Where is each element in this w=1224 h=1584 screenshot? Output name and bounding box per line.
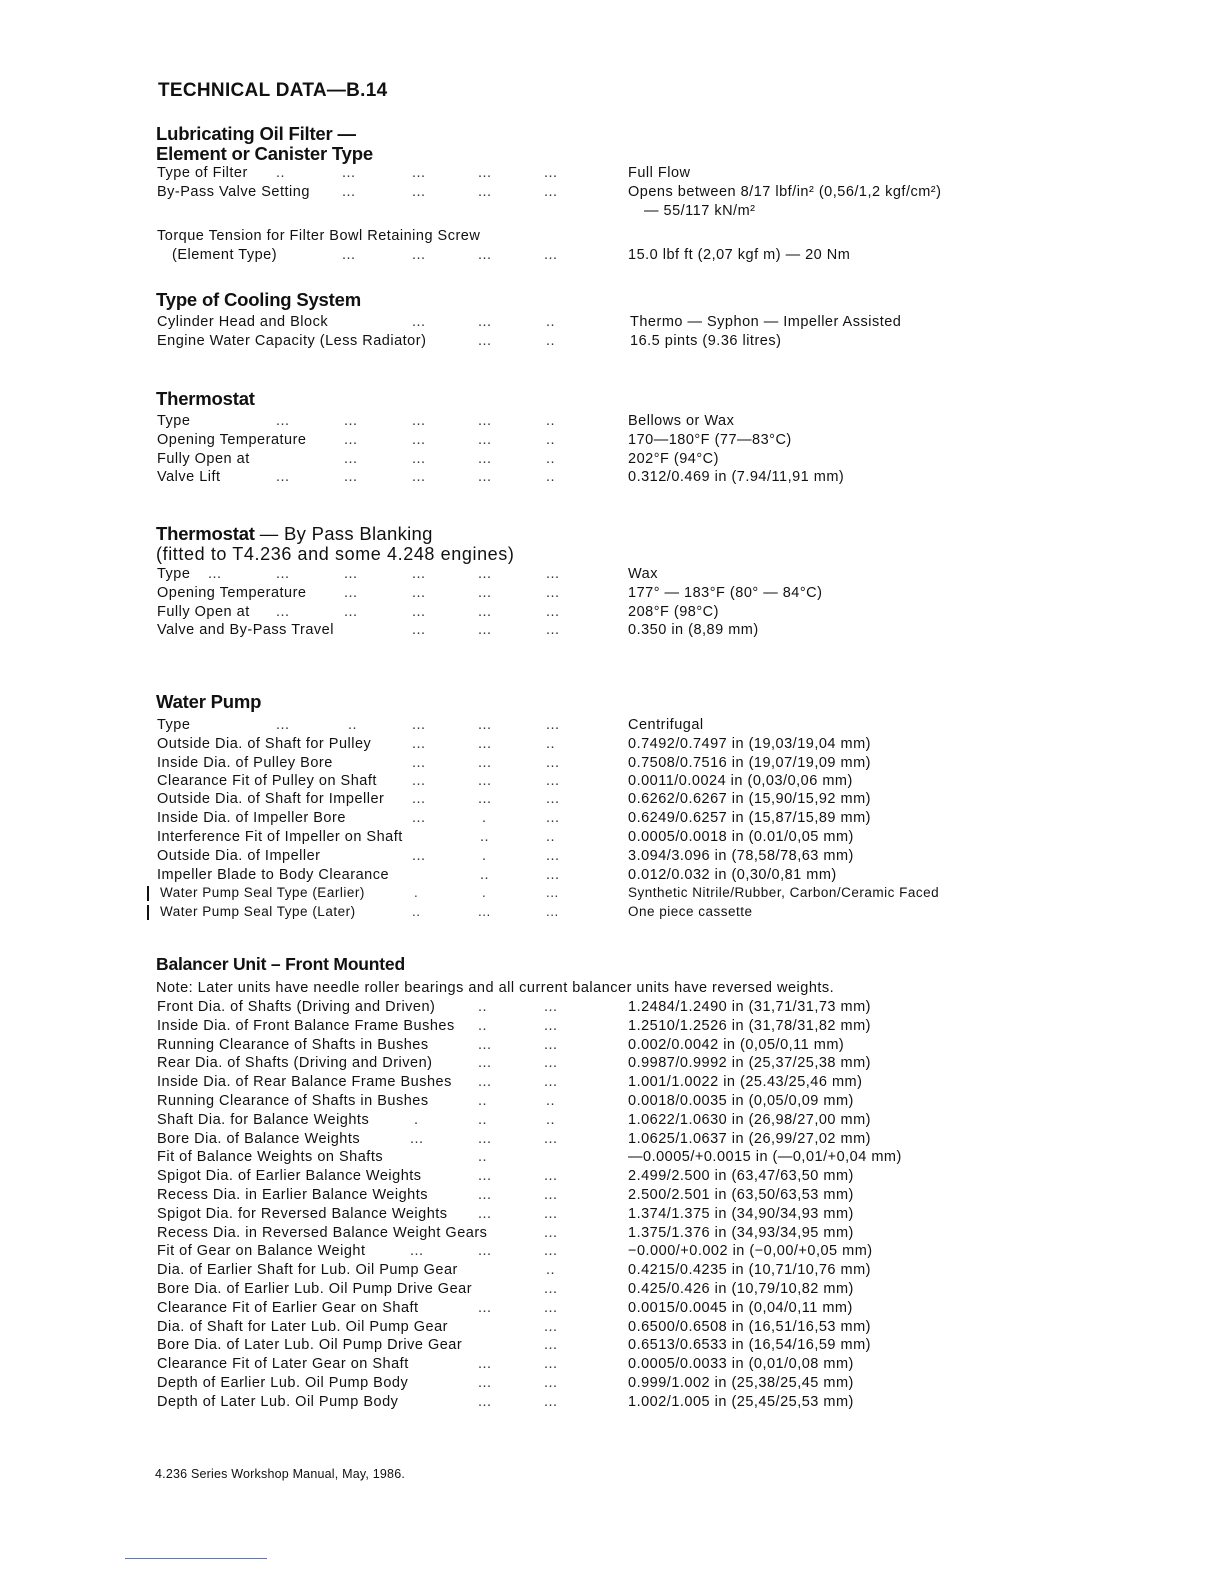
- spec-value: 1.001/1.0022 in (25.43/25,46 mm): [628, 1074, 863, 1091]
- spec-row: Interference Fit of Impeller on Shaft .. .. 0.0005/0.0018 in (0.01/0,05 mm): [157, 828, 854, 845]
- spec-label: Fully Open at: [157, 603, 250, 620]
- page-footer: 4.236 Series Workshop Manual, May, 1986.: [155, 1467, 406, 1481]
- section-cooling-system: [156, 290, 1016, 352]
- spec-label: Fully Open at: [157, 450, 250, 467]
- spec-label: Opening Temperature: [157, 584, 307, 601]
- spec-value: 0.7508/0.7516 in (19,07/19,09 mm): [628, 754, 872, 771]
- spec-row: Cylinder Head and Block ... ... .. Thermo — Syphon — Impeller Assisted: [157, 314, 902, 330]
- spec-value: Thermo — Syphon — Impeller Assisted: [630, 314, 902, 330]
- section-title: Type of Cooling System: [156, 289, 361, 310]
- spec-row: Clearance Fit of Later Gear on Shaft ... ... 0.0005/0.0033 in (0,01/0,08 mm): [157, 1356, 854, 1373]
- section-title: Thermostat: [156, 388, 255, 409]
- spec-value: Wax: [628, 566, 658, 582]
- spec-row: Recess Dia. in Reversed Balance Weight Gears ... 1.375/1.376 in (34,93/34,95 mm): [157, 1224, 854, 1241]
- spec-label: Engine Water Capacity (Less Radiator): [157, 332, 427, 349]
- spec-value: −0.000/+0.002 in (−0,00/+0,05 mm): [628, 1243, 873, 1260]
- spec-label: Outside Dia. of Shaft for Impeller: [157, 791, 385, 808]
- spec-value: 0.999/1.002 in (25,38/25,45 mm): [628, 1374, 854, 1391]
- spec-row: Bore Dia. of Earlier Lub. Oil Pump Drive Gear ... 0.425/0.426 in (10,79/10,82 mm): [157, 1280, 854, 1297]
- spec-label: Rear Dia. of Shafts (Driving and Driven): [157, 1055, 433, 1072]
- spec-label: Bore Dia. of Later Lub. Oil Pump Drive Gear: [157, 1337, 463, 1354]
- section-thermostat-bypass: [156, 524, 1016, 641]
- spec-label: Inside Dia. of Front Balance Frame Bushes: [157, 1017, 455, 1034]
- spec-row: [156, 203, 1016, 222]
- spec-value: 1.2510/1.2526 in (31,78/31,82 mm): [628, 1017, 872, 1034]
- spec-label: Dia. of Earlier Shaft for Lub. Oil Pump Gear: [157, 1262, 458, 1279]
- spec-label: Spigot Dia. for Reversed Balance Weights: [157, 1205, 448, 1222]
- spec-row: Type ... ... ... ... ... ... Wax: [157, 566, 658, 582]
- section-thermostat: [156, 389, 1016, 488]
- section-title: Lubricating Oil Filter —: [156, 123, 356, 144]
- spec-value: — 55/117 kN/m²: [644, 202, 756, 219]
- spec-label: Cylinder Head and Block: [157, 314, 329, 330]
- spec-value: 0.6249/0.6257 in (15,87/15,89 mm): [628, 810, 872, 827]
- spec-row: Bore Dia. of Later Lub. Oil Pump Drive Gear ... 0.6513/0.6533 in (16,54/16,59 mm): [157, 1337, 872, 1354]
- spec-row: Inside Dia. of Rear Balance Frame Bushes ... ... 1.001/1.0022 in (25.43/25,46 mm): [157, 1074, 863, 1091]
- spec-value: 3.094/3.096 in (78,58/78,63 mm): [628, 847, 854, 864]
- spec-row: Type ... ... ... ... .. Bellows or Wax: [157, 413, 735, 429]
- section-title-bold: Thermostat: [156, 523, 255, 544]
- spec-value: One piece cassette: [628, 904, 753, 920]
- spec-label: Dia. of Shaft for Later Lub. Oil Pump Gear: [157, 1318, 448, 1335]
- spec-label: Interference Fit of Impeller on Shaft: [157, 828, 403, 845]
- section-oil-filter: [156, 124, 1016, 266]
- spec-label: Type of Filter: [157, 165, 248, 181]
- spec-row: Fit of Balance Weights on Shafts .. —0.0005/+0.0015 in (—0,01/+0,04 mm): [157, 1149, 902, 1166]
- spec-label: By-Pass Valve Setting: [157, 183, 310, 200]
- spec-value: Full Flow: [628, 165, 691, 181]
- spec-value: 0.0005/0.0018 in (0.01/0,05 mm): [628, 828, 854, 845]
- spec-value: 0.0005/0.0033 in (0,01/0,08 mm): [628, 1356, 854, 1373]
- spec-row: Depth of Earlier Lub. Oil Pump Body ... ... 0.999/1.002 in (25,38/25,45 mm): [157, 1374, 854, 1391]
- spec-value: 208°F (98°C): [628, 603, 719, 620]
- spec-label: Inside Dia. of Pulley Bore: [157, 754, 333, 771]
- spec-row: Opening Temperature ... ... ... ... 177° — 183°F (80° — 84°C): [157, 584, 823, 601]
- spec-row: Bore Dia. of Balance Weights ... ... ... 1.0625/1.0637 in (26,99/27,02 mm): [157, 1130, 872, 1147]
- spec-value: Bellows or Wax: [628, 413, 735, 429]
- spec-label: Clearance Fit of Later Gear on Shaft: [157, 1356, 409, 1373]
- spec-value: 0.6513/0.6533 in (16,54/16,59 mm): [628, 1337, 872, 1354]
- revision-bar: [147, 886, 149, 901]
- section-water-pump: [156, 692, 1016, 923]
- spec-row: Clearance Fit of Earlier Gear on Shaft ... ... 0.0015/0.0045 in (0,04/0,11 mm): [157, 1299, 853, 1316]
- spec-label: Impeller Blade to Body Clearance: [157, 866, 390, 883]
- spec-row: Dia. of Shaft for Later Lub. Oil Pump Gear ... 0.6500/0.6508 in (16,51/16,53 mm): [157, 1318, 872, 1335]
- spec-label: Water Pump Seal Type (Later): [160, 904, 356, 920]
- spec-row: [156, 228, 1016, 247]
- spec-row: Clearance Fit of Pulley on Shaft ... ... ... 0.0011/0.0024 in (0,03/0,06 mm): [157, 773, 853, 790]
- spec-label: (Element Type): [172, 247, 278, 264]
- divider: [125, 1558, 267, 1559]
- spec-value: 1.2484/1.2490 in (31,71/31,73 mm): [628, 999, 872, 1015]
- spec-label: Clearance Fit of Earlier Gear on Shaft: [157, 1299, 419, 1316]
- spec-value: 0.0015/0.0045 in (0,04/0,11 mm): [628, 1299, 853, 1316]
- spec-row: By-Pass Valve Setting ... ... ... ... Opens between 8/17 lbf/in² (0,56/1,2 kgf/cm²): [157, 183, 942, 200]
- spec-row: Opening Temperature ... ... ... .. 170—180°F (77—83°C): [157, 431, 792, 448]
- spec-value: 170—180°F (77—83°C): [628, 431, 792, 448]
- spec-label: Valve and By-Pass Travel: [157, 622, 334, 639]
- spec-label: Running Clearance of Shafts in Bushes: [157, 1092, 429, 1109]
- spec-label: Bore Dia. of Earlier Lub. Oil Pump Drive Gear: [157, 1280, 473, 1297]
- spec-value: 0.6262/0.6267 in (15,90/15,92 mm): [628, 791, 872, 808]
- spec-label: Outside Dia. of Shaft for Pulley: [157, 735, 372, 752]
- spec-row-revised: Water Pump Seal Type (Later) .. ... ... One piece cassette: [156, 904, 1016, 923]
- spec-row: Type of Filter .. ... ... ... ... Full Flow: [157, 165, 691, 181]
- section-title: [156, 524, 1016, 544]
- spec-value: 1.374/1.375 in (34,90/34,93 mm): [628, 1205, 854, 1222]
- spec-value: 0.9987/0.9992 in (25,37/25,38 mm): [628, 1055, 872, 1072]
- spec-row: Fully Open at ... ... ... .. 202°F (94°C): [157, 450, 719, 467]
- spec-row: Outside Dia. of Impeller ... . ... 3.094/3.096 in (78,58/78,63 mm): [157, 847, 854, 864]
- spec-label: Type: [157, 717, 191, 733]
- spec-label: Opening Temperature: [157, 431, 307, 448]
- section-title: Balancer Unit – Front Mounted: [156, 954, 405, 974]
- spec-label: Recess Dia. in Reversed Balance Weight Gears: [157, 1224, 488, 1241]
- spec-row: Valve and By-Pass Travel ... ... ... 0.350 in (8,89 mm): [157, 622, 759, 639]
- spec-value: 2.499/2.500 in (63,47/63,50 mm): [628, 1168, 854, 1185]
- spec-row: Spigot Dia. for Reversed Balance Weights ... ... 1.374/1.375 in (34,90/34,93 mm): [157, 1205, 854, 1222]
- spec-row: Recess Dia. in Earlier Balance Weights ... ... 2.500/2.501 in (63,50/63,53 mm): [157, 1186, 854, 1203]
- spec-row: Outside Dia. of Shaft for Pulley ... ... .. 0.7492/0.7497 in (19,03/19,04 mm): [157, 735, 872, 752]
- spec-value: 0.0011/0.0024 in (0,03/0,06 mm): [628, 773, 853, 790]
- spec-label: Type: [157, 413, 191, 429]
- spec-value: 16.5 pints (9.36 litres): [630, 332, 782, 349]
- spec-label: Recess Dia. in Earlier Balance Weights: [157, 1186, 428, 1203]
- spec-value: 0.6500/0.6508 in (16,51/16,53 mm): [628, 1318, 872, 1335]
- spec-row: Rear Dia. of Shafts (Driving and Driven) ... ... 0.9987/0.9992 in (25,37/25,38 mm): [157, 1055, 872, 1072]
- spec-label: Inside Dia. of Rear Balance Frame Bushes: [157, 1074, 452, 1091]
- spec-label: Front Dia. of Shafts (Driving and Driven): [157, 999, 436, 1015]
- spec-label: Spigot Dia. of Earlier Balance Weights: [157, 1168, 422, 1185]
- spec-label: Type: [157, 566, 191, 582]
- spec-row: (Element Type) ... ... ... ... 15.0 lbf ft (2,07 kgf m) — 20 Nm: [172, 247, 851, 264]
- spec-row: Fit of Gear on Balance Weight ... ... ... −0.000/+0.002 in (−0,00/+0,05 mm): [157, 1243, 873, 1260]
- spec-label: Torque Tension for Filter Bowl Retaining Screw: [157, 228, 481, 245]
- spec-row: Shaft Dia. for Balance Weights . .. .. 1.0622/1.0630 in (26,98/27,00 mm): [157, 1111, 872, 1128]
- spec-value: 1.375/1.376 in (34,93/34,95 mm): [628, 1224, 854, 1241]
- spec-row: Running Clearance of Shafts in Bushes ... ... 0.002/0.0042 in (0,05/0,11 mm): [157, 1036, 845, 1053]
- spec-row: Running Clearance of Shafts in Bushes .. .. 0.0018/0.0035 in (0,05/0,09 mm): [157, 1092, 854, 1109]
- spec-value: 0.4215/0.4235 in (10,71/10,76 mm): [628, 1262, 872, 1279]
- spec-row: Engine Water Capacity (Less Radiator) ... .. 16.5 pints (9.36 litres): [157, 332, 782, 349]
- spec-value: 0.012/0.032 in (0,30/0,81 mm): [628, 866, 837, 883]
- spec-value: Centrifugal: [628, 717, 704, 733]
- spec-value: 1.002/1.005 in (25,45/25,53 mm): [628, 1393, 854, 1410]
- spec-value: 0.7492/0.7497 in (19,03/19,04 mm): [628, 735, 872, 752]
- spec-label: Valve Lift: [157, 469, 221, 486]
- spec-row: Dia. of Earlier Shaft for Lub. Oil Pump Gear .. 0.4215/0.4235 in (10,71/10,76 mm): [157, 1262, 872, 1279]
- spec-label: Inside Dia. of Impeller Bore: [157, 810, 346, 827]
- spec-row: Depth of Later Lub. Oil Pump Body ... ... 1.002/1.005 in (25,45/25,53 mm): [157, 1393, 854, 1410]
- spec-value: 0.350 in (8,89 mm): [628, 622, 759, 639]
- spec-row: Type ... .. ... ... ... Centrifugal: [157, 717, 704, 733]
- spec-row: Fully Open at ... ... ... ... ... 208°F (98°C): [157, 603, 719, 620]
- spec-value: 1.0622/1.0630 in (26,98/27,00 mm): [628, 1111, 872, 1128]
- spec-row: Valve Lift ... ... ... ... .. 0.312/0.469 in (7.94/11,91 mm): [157, 469, 845, 486]
- spec-row: Spigot Dia. of Earlier Balance Weights ... ... 2.499/2.500 in (63,47/63,50 mm): [157, 1168, 854, 1185]
- spec-value: 1.0625/1.0637 in (26,99/27,02 mm): [628, 1130, 872, 1147]
- spec-value: 0.425/0.426 in (10,79/10,82 mm): [628, 1280, 854, 1297]
- spec-label: Running Clearance of Shafts in Bushes: [157, 1036, 429, 1053]
- spec-label: Fit of Gear on Balance Weight: [157, 1243, 366, 1260]
- spec-label: Shaft Dia. for Balance Weights: [157, 1111, 370, 1128]
- page-title: TECHNICAL DATA—B.14: [158, 80, 388, 101]
- spec-value: —0.0005/+0.0015 in (—0,01/+0,04 mm): [628, 1149, 902, 1166]
- spec-value: Synthetic Nitrile/Rubber, Carbon/Ceramic Faced: [628, 885, 940, 901]
- section-title-light: — By Pass Blanking: [259, 523, 433, 544]
- spec-row: Inside Dia. of Impeller Bore ... . ... 0.6249/0.6257 in (15,87/15,89 mm): [157, 810, 872, 827]
- spec-value: 202°F (94°C): [628, 450, 719, 467]
- spec-label: Outside Dia. of Impeller: [157, 847, 321, 864]
- spec-label: Clearance Fit of Pulley on Shaft: [157, 773, 377, 790]
- spec-label: Depth of Earlier Lub. Oil Pump Body: [157, 1374, 409, 1391]
- spec-label: Depth of Later Lub. Oil Pump Body: [157, 1393, 399, 1410]
- spec-value: 0.312/0.469 in (7.94/11,91 mm): [628, 469, 845, 486]
- section-title: Water Pump: [156, 691, 262, 712]
- spec-value: 0.0018/0.0035 in (0,05/0,09 mm): [628, 1092, 854, 1109]
- spec-value: 2.500/2.501 in (63,50/63,53 mm): [628, 1186, 854, 1203]
- spec-label: Fit of Balance Weights on Shafts: [157, 1149, 384, 1166]
- spec-row: Outside Dia. of Shaft for Impeller ... ... ... 0.6262/0.6267 in (15,90/15,92 mm): [157, 791, 872, 808]
- section-subtitle: (fitted to T4.236 and some 4.248 engines): [156, 544, 515, 564]
- section-balancer-unit: [156, 954, 1016, 1413]
- spec-label: Bore Dia. of Balance Weights: [157, 1130, 361, 1147]
- spec-row: Impeller Blade to Body Clearance .. ... 0.012/0.032 in (0,30/0,81 mm): [157, 866, 837, 883]
- spec-row: Inside Dia. of Pulley Bore ... ... ... 0.7508/0.7516 in (19,07/19,09 mm): [157, 754, 872, 771]
- spec-row: Front Dia. of Shafts (Driving and Driven) .. ... 1.2484/1.2490 in (31,71/31,73 mm): [157, 999, 872, 1015]
- balancer-spec-list: [156, 999, 1016, 1413]
- section-title: Element or Canister Type: [156, 143, 373, 164]
- note-text: Note: Later units have needle roller bearings and all current balancer units have reversed weights.: [156, 980, 835, 996]
- spec-label: Water Pump Seal Type (Earlier): [160, 885, 365, 901]
- spec-row: Inside Dia. of Front Balance Frame Bushes .. ... 1.2510/1.2526 in (31,78/31,82 mm): [157, 1017, 872, 1034]
- spec-row-revised: Water Pump Seal Type (Earlier) . . ... Synthetic Nitrile/Rubber, Carbon/Ceramic Faced: [156, 885, 1016, 904]
- spec-value: 177° — 183°F (80° — 84°C): [628, 584, 823, 601]
- spec-value: Opens between 8/17 lbf/in² (0,56/1,2 kgf/cm²): [628, 183, 942, 200]
- revision-bar: [147, 905, 149, 920]
- spec-value: 15.0 lbf ft (2,07 kgf m) — 20 Nm: [628, 247, 851, 264]
- spec-value: 0.002/0.0042 in (0,05/0,11 mm): [628, 1036, 845, 1053]
